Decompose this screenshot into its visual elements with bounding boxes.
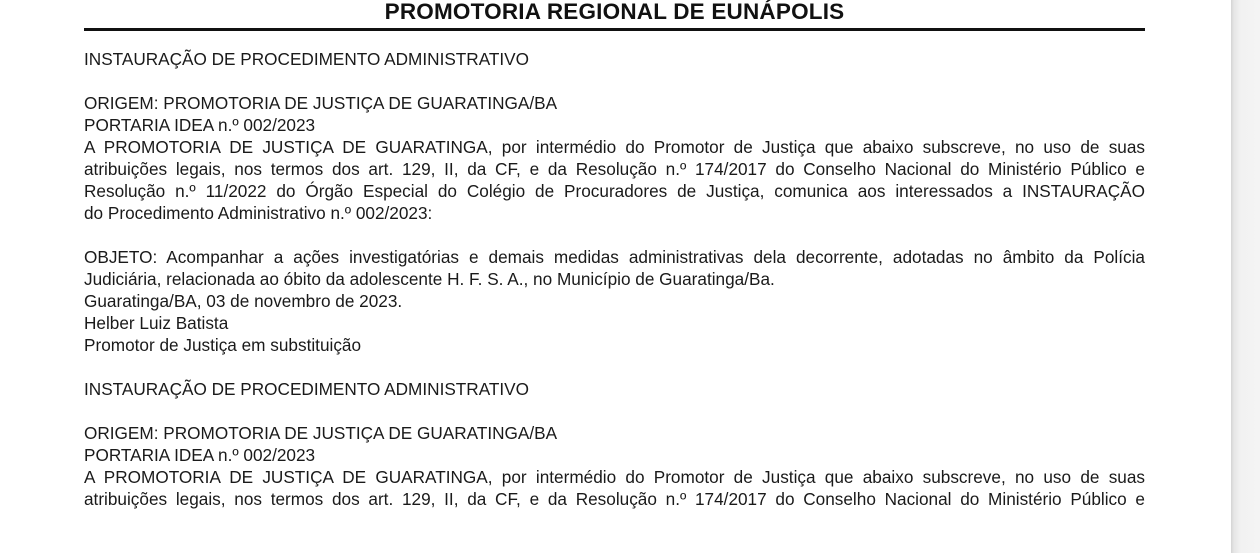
signer-name: Helber Luiz Batista [84, 313, 229, 333]
notice-body-line: A PROMOTORIA DE JUSTIÇA DE GUARATINGA, por intermédio do Promotor de Justiça que abaixo subscreve, no uso de suas [84, 467, 1145, 487]
spacer [84, 356, 1145, 378]
notice-2 [84, 378, 1145, 510]
notice-place-date: Guaratinga/BA, 03 de novembro de 2023. [84, 291, 403, 311]
signer-role: Promotor de Justiça em substituição [84, 335, 362, 355]
notice-portaria: PORTARIA IDEA n.º 002/2023 [84, 445, 316, 465]
document-body [84, 48, 1145, 510]
page-edge-shadow [1231, 0, 1260, 553]
notice-body-line: do Procedimento Administrativo n.º 002/2023: [84, 203, 433, 223]
notice-portaria: PORTARIA IDEA n.º 002/2023 [84, 115, 316, 135]
notice-heading: INSTAURAÇÃO DE PROCEDIMENTO ADMINISTRATIVO [84, 49, 530, 69]
notice-body-line: A PROMOTORIA DE JUSTIÇA DE GUARATINGA, por intermédio do Promotor de Justiça que abaixo subscreve, no uso de suas [84, 137, 1145, 157]
notice-body-line: Resolução n.º 11/2022 do Órgão Especial do Colégio de Procuradores de Justiça, comunica aos interessados a INSTAURAÇÃO [84, 181, 1145, 201]
notice-origem: ORIGEM: PROMOTORIA DE JUSTIÇA DE GUARATINGA/BA [84, 423, 558, 443]
section-title: PROMOTORIA REGIONAL DE EUNÁPOLIS [384, 0, 845, 24]
notice-heading: INSTAURAÇÃO DE PROCEDIMENTO ADMINISTRATIVO [84, 379, 530, 399]
spacer [84, 400, 1145, 422]
notice-1 [84, 48, 1145, 378]
notice-body-line: atribuições legais, nos termos dos art. 129, II, da CF, e da Resolução n.º 174/2017 do Conselho Nacional do Ministério Público e [84, 489, 1145, 509]
notice-origem: ORIGEM: PROMOTORIA DE JUSTIÇA DE GUARATINGA/BA [84, 93, 558, 113]
notice-body-line: atribuições legais, nos termos dos art. 129, II, da CF, e da Resolução n.º 174/2017 do Conselho Nacional do Ministério Público e [84, 159, 1145, 179]
spacer [84, 224, 1145, 246]
notice-objeto-line: OBJETO: Acompanhar a ações investigatórias e demais medidas administrativas dela decorrente, adotadas no âmbito da Polícia [84, 247, 1145, 267]
section-header [84, 0, 1145, 31]
spacer [84, 70, 1145, 92]
notice-objeto-line: Judiciária, relacionada ao óbito da adolescente H. F. S. A., no Município de Guaratinga/Ba. [84, 269, 775, 289]
